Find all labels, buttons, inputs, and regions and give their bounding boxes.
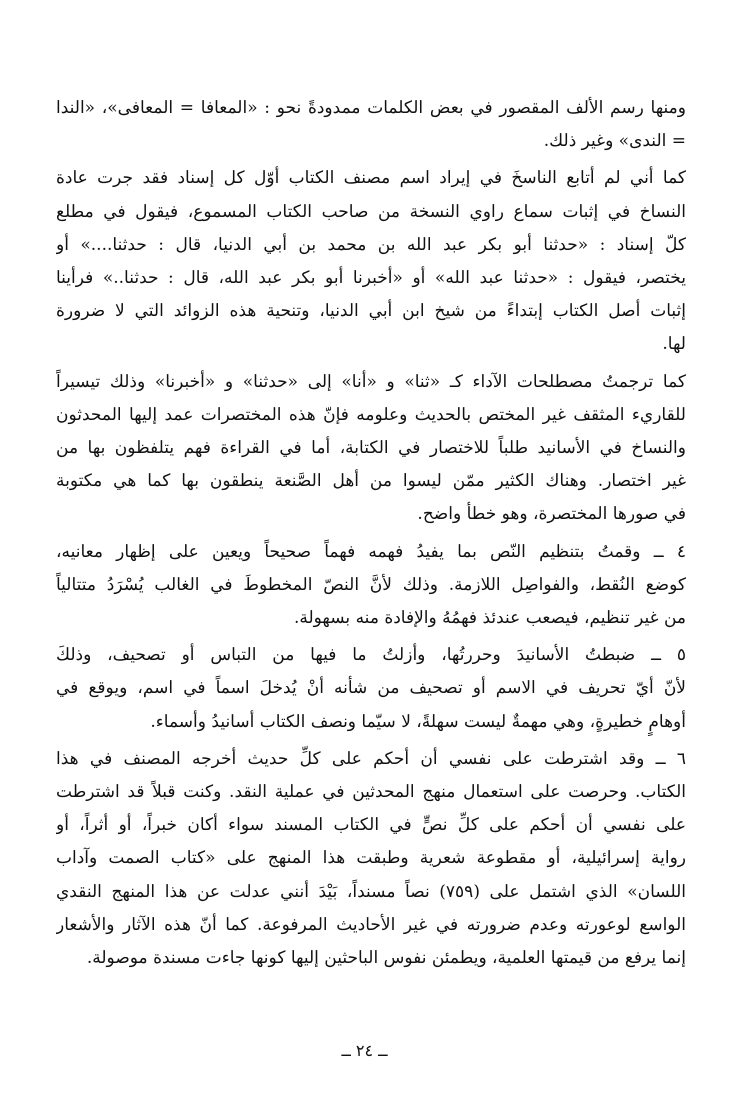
text-line: كما أني لم أتابع الناسخَ في إيراد اسم مصنف الكتاب أوّل كل إسناد فقد جرت عادة (56, 168, 686, 189)
text-line: على نفسي أن أحكم على كلِّ نصٍّ في الكتاب المسند سواء أكان خبراً، أو أثراً، أو (56, 815, 686, 836)
text-line: لأنّ أيّ تحريف في الاسم أو تصحيف من شأنه أنْ يُدخلَ اسماً في اسم، ويوقع في (56, 678, 686, 699)
text-line: النساخ في إثبات سماع راوي النسخة من صاحب الكتاب المسموع، فيقول في مطلع (56, 201, 686, 222)
text-line: إنما يرفع من قيمتها العلمية، ويطمئن نفوس الباحثين إليها كونها جاءت مسندة موصولة. (86, 948, 686, 969)
paragraph-item-4 (56, 536, 686, 636)
text-line: إثبات أصل الكتاب إبتداءً من شيخ ابن أبي الدنيا، وتنحية هذه الزوائد التي لا ضرورة (56, 301, 686, 322)
paragraph-item-6 (56, 743, 686, 975)
text-line: الكتاب. وحرصت على استعمال منهج المحدثين في عملية النقد. وكنت قبلاً قد اشترطت (56, 782, 686, 803)
paragraph-alif-maqsura (56, 92, 686, 158)
paragraph-author-name (56, 162, 686, 361)
text-line: أوهامٍ خطيرةٍ، وهي مهمةٌ ليست سهلةً، لا سيّما ونصف الكتاب أسانيدُ وأسماء. (150, 711, 686, 732)
text-line: من غير تنظيم، فيصعب عندئذ فهمُهُ والإفادة منه بسهولة. (293, 608, 686, 629)
text-line: اللسان» الذي اشتمل على (٧٥٩) نصاً مسنداً، بَيْدَ أنني عدلت عن هذا المنهج النقدي (56, 881, 686, 902)
page-number: ــ ٢٤ ــ (341, 1041, 388, 1060)
page-body (56, 92, 686, 979)
text-line: ٦ ــ وقد اشترطت على نفسي أن أحكم على كلِّ حديث أخرجه المصنف في هذا (56, 748, 686, 769)
text-line: ومنها رسم الألف المقصور في بعض الكلمات ممدودةً نحو : «المعافا = المعافى»، «الندا (56, 98, 686, 118)
text-line: لها. (662, 334, 686, 355)
text-line: رواية إسرائيلية، أو مقطوعة شعرية وطبقت هذا المنهج على «كتاب الصمت وآداب (56, 848, 686, 869)
paragraph-transmission-terms (56, 366, 686, 532)
text-line: يختصر، فيقول : «حدثنا عبد الله» أو «أخبرنا أبو بكر عبد الله، قال : حدثنا..» فرأينا (56, 268, 686, 289)
text-line: غير اختصار. وهناك الكثير ممّن ليسوا من أهل الصَّنعة ينطقون بها كما هي مكتوبة (56, 471, 686, 492)
text-line: كما ترجمتُ مصطلحات الآداء كـ «ثنا» و «أنا» إلى «حدثنا» و «أخبرنا» وذلك تيسيراً (56, 371, 686, 392)
text-line: كوضع النُقط، والفواصِل اللازمة. وذلك لأنَّ النصّ المخطوطَ في الغالب يُسْرَدُ متتالياً (56, 574, 686, 595)
text-line: الواسع لوعورته وعدم ضرورته في غير الأحاديث المرفوعة. كما أنّ هذه الآثار والأشعار (56, 914, 686, 935)
text-line: ٤ ــ وقمتُ بتنظيم النّص بما يفيدُ فهمه فهماً صحيحاً ويعين على إظهار معانيه، (56, 541, 686, 562)
text-line: للقاريء المثقف غير المختص بالحديث وعلومه فإنّ هذه المختصرات عمد إليها المحدثون (56, 404, 686, 425)
text-line: = الندى» وغير ذلك. (543, 131, 686, 152)
text-line: كلّ إسناد : «حدثنا أبو بكر عبد الله بن محمد بن أبي الدنيا، قال : حدثنا....» أو (56, 234, 686, 255)
text-line: في صورها المختصرة، وهو خطأ واضح. (417, 504, 686, 525)
text-line: ٥ ــ ضبطتُ الأسانيدَ وحررتُها، وأزلتُ ما فيها من التباس أو تصحيف، وذلكَ (56, 645, 686, 666)
paragraph-item-5 (56, 639, 686, 739)
text-line: والنساخ في الأسانيد طلباً للاختصار في الكتابة، أما في القراءة فهم يتلفظون بها من (56, 438, 686, 459)
